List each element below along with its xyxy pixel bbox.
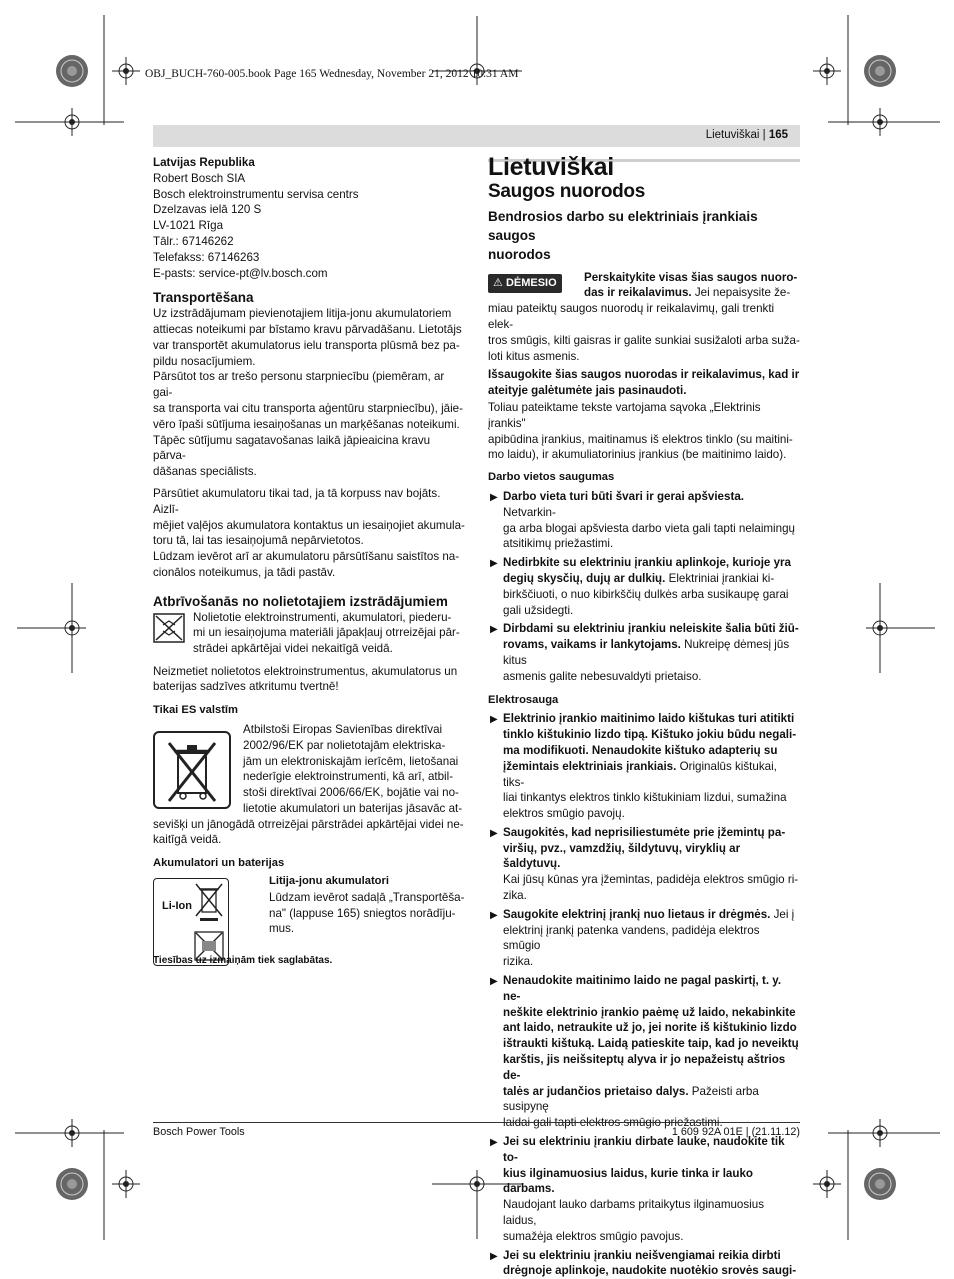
footer-rule [153, 1122, 800, 1123]
text-line: lietotie akumulatori un baterijas jāsavāc at- [243, 801, 463, 815]
disposal-icon-row [153, 610, 465, 658]
list-item [488, 711, 800, 822]
text-line: mus. [269, 922, 295, 936]
address-line: Telefakss: 67146263 [153, 250, 260, 264]
list-item [488, 973, 800, 1131]
text-fragment: Pažeisti arba susipynę [503, 1084, 759, 1114]
text-line: Perskaitykite visas šias saugos nuoro- [584, 270, 798, 284]
text-line: ma modifikuoti. Nenaudokite kištuko adapterių su [503, 743, 778, 757]
text-line: liai tinkantys elektros tinklo kištukiniam lizdui, sumažina [503, 791, 787, 805]
list-item [488, 555, 800, 618]
text-line: ateityje galėtumėte jais pasinaudoti. [488, 384, 687, 398]
bullet-triangle-icon: ▶ [490, 1137, 498, 1149]
bold-fragment: rovams, vaikams ir lankytojams. [503, 638, 681, 652]
electrical-safety-heading: Elektrosauga [488, 693, 559, 706]
text-line: Dirbdami su elektriniu įrankiu neleiskite šalia būti žiū- [503, 622, 799, 636]
general-heading [488, 207, 800, 264]
text-line: tinklo kištukinio lizdo tipą. Kištuko jokiu būdu negali- [503, 728, 797, 742]
text-line: Uz izstrādājumam pievienotajiem litija-jonu akumulatoriem [153, 307, 452, 321]
rights-note: Tiesības uz izmaiņām tiek saglabātas. [153, 955, 333, 966]
heading-line: Bendrosios darbo su elektriniais įrankiais saugos [488, 208, 758, 243]
list-item [488, 1248, 800, 1279]
book-info-line: OBJ_BUCH-760-005.book Page 165 Wednesday, November 21, 2012 10:31 AM [145, 68, 519, 80]
text-line: gali užsidegti. [503, 603, 574, 617]
text-line: na" (lappuse 165) sniegtos norādīju- [269, 906, 456, 920]
text-line: elektros smūgio pavojų. [503, 807, 625, 821]
text-fragment: Originalūs kištukai, tiks- [503, 759, 777, 789]
bullet-triangle-icon: ▶ [490, 1250, 498, 1262]
text-line [503, 759, 800, 791]
bullet-triangle-icon: ▶ [490, 827, 498, 839]
text-line: loti kitus asmenis. [488, 349, 580, 363]
warning-label: DĖMESIO [505, 276, 557, 289]
liion-label: Li-Ion [162, 900, 192, 913]
text-line: mi un iesaiņojuma materiāli jāpakļauj otrreizējai pār- [193, 626, 460, 640]
eu-heading: Tikai ES valstīm [153, 704, 238, 717]
liion-heading: Litija-jonu akumulatori [269, 875, 389, 888]
text-line: Toliau pateiktame tekste vartojama sąvoka „Elektrinis įrankis" [488, 400, 761, 430]
page-number: 165 [768, 129, 788, 141]
text-fragment: Jei į [770, 907, 795, 921]
list-item [488, 825, 800, 904]
text-line: Tāpēc sūtījumu sagatavošanas laikā jāpieaicina kravu pārva- [153, 433, 431, 463]
text-line [503, 637, 800, 669]
text-line: atsitikimų priežastimi. [503, 537, 614, 551]
text-line: zika. [503, 889, 527, 903]
text-line: Pārsūtiet akumulatoru tikai tad, ja tā korpuss nav bojāts. Aizlī- [153, 486, 441, 516]
text-line: miau pateiktų saugos nuorodų ir reikalavimų, gali trenkti elek- [488, 302, 775, 331]
text-fragment: Nukreipę dėmesį jūs kitus [503, 638, 790, 667]
list-item [488, 489, 800, 552]
text-line: Jei su elektriniu įrankiu dirbate lauke, naudokite tik to- [503, 1135, 785, 1164]
text-line: Nolietotie elektroinstrumenti, akumulatori, piederu- [193, 610, 452, 624]
term-paragraph [488, 400, 800, 463]
text-line: kius ilginamuosius laidus, kurie tinka ir lauko darbams. [503, 1166, 753, 1196]
text-line: nederīgie elektroinstrumenti, kā arī, atbil- [243, 770, 454, 784]
bold-fragment: Darbo vieta turi būti švari ir gerai apšviesta. [503, 489, 744, 503]
text-line: toru tā, lai tas iesaiņojumā nepārvietotos. [153, 534, 364, 548]
transport-heading: Transportēšana [153, 290, 254, 306]
text-line: sa transporta vai citu transporta aģentūru starpniecību), jāie- [153, 401, 463, 415]
text-line: kaitīgā veidā. [153, 833, 222, 847]
header-separator: | [762, 129, 766, 141]
text-line: Pārsūtot tos ar trešo personu starpniecību (piemēram, ar gai- [153, 370, 445, 400]
text-line: birkščiuoti, o nuo kibirkščių dulkės arba susikaupę garai [503, 587, 789, 601]
section-title: Saugos nuorodos [488, 180, 646, 202]
footer-doc-number: 1 609 92A 01E | (21.11.12) [671, 1126, 800, 1138]
text-line: jām un elektroniskajām ierīcēm, lietošanai [243, 754, 459, 768]
list-item [488, 907, 800, 970]
text-line: tros smūgis, kilti gaisras ir galite sunkiai susižaloti arba suža- [488, 333, 800, 347]
small-bin-icon [194, 882, 224, 922]
text-line: pildu nosacījumiem. [153, 354, 256, 368]
text-line: ištraukti kištuką. Laidą patieskite taip, kad jo neveiktų [503, 1037, 799, 1051]
text-line: dāšanas speciālists. [153, 465, 257, 479]
bullet-triangle-icon: ▶ [490, 909, 498, 921]
text-line: Kai jūsų kūnas yra įžemintas, padidėja elektros smūgio ri- [503, 873, 799, 887]
address-block [153, 171, 465, 282]
text-line: Lūdzam ievērot arī ar akumulatoru pārsūtīšanu saistītos na- [153, 550, 460, 564]
liion-symbol [153, 878, 229, 966]
address-line: Bosch elektroinstrumentu servisa centrs [153, 187, 359, 201]
disposal-paragraph [153, 664, 465, 696]
keep-instructions [488, 367, 800, 399]
text-line: attiecas noteikumi par bīstamo kravu pārvadāšanu. Lietotājs [153, 322, 462, 336]
transport-paragraph-1 [153, 306, 465, 480]
text-line: strādei apkārtējai videi nekaitīgā veidā. [193, 642, 393, 656]
address-line: LV-1021 Rīga [153, 219, 224, 233]
text-line: cionālos noteikumus, ja tādi pastāv. [153, 565, 336, 579]
text-line: Jei su elektriniu įrankiu neišvengiamai reikia dirbti [503, 1248, 781, 1262]
text-line: Saugokitės, kad neprisiliestumėte prie įžemintų pa- [503, 825, 786, 839]
text-line: sevišķi un jānogādā otrreizējai pārstrādei apkārtējai videi ne- [153, 817, 464, 831]
warning-block [488, 270, 800, 365]
text-line: Elektrinio įrankio maitinimo laido kištukas turi atitikti [503, 712, 795, 726]
text-line: Nedirbkite su elektriniu įrankiu aplinkoje, kurioje yra [503, 556, 792, 570]
text-line: viršių, pvz., vamzdžių, šildytuvų, viryklių ar šaldytuvų. [503, 841, 741, 871]
bullet-triangle-icon: ▶ [490, 624, 498, 636]
text-fragment: Netvarkin- [503, 505, 556, 519]
transport-paragraph-2 [153, 486, 465, 581]
text-line: asmenis galite nebesuvaldyti prietaiso. [503, 669, 702, 683]
text-line: apibūdina įrankius, maitinamus iš elektros tinklo (su maitini- [488, 432, 793, 446]
text-line: ant laido, netraukite už jo, jei norite iš kištukinio lizdo [503, 1021, 797, 1035]
text-line: Išsaugokite šias saugos nuorodas ir reikalavimus, kad ir [488, 368, 800, 382]
disposal-heading: Atbrīvošanās no nolietotajiem izstrādājumiem [153, 593, 448, 609]
warning-triangle-icon: ⚠ [493, 276, 503, 289]
page-title: Lietuviškai [488, 153, 614, 181]
list-item [488, 1134, 800, 1245]
bold-fragment: degių skysčių, dujų ar dulkių. [503, 571, 666, 585]
text-line: Lūdzam ievērot sadaļā „Transportēša- [269, 890, 465, 904]
text-line: sumažėja elektros smūgio pavojus. [503, 1229, 684, 1243]
text-line: var transportēt akumulatorus ielu transporta plūsmā bez pa- [153, 338, 460, 352]
bold-fragment: das ir reikalavimus. [584, 286, 692, 300]
footer-brand: Bosch Power Tools [153, 1126, 245, 1138]
text-line: neškite elektrinio įrankio paėmę už laido, nekabinkite [503, 1005, 796, 1019]
text-line: laidai gali tapti elektros smūgio priežastimi. [503, 1116, 723, 1130]
address-line: E-pasts: service-pt@lv.bosch.com [153, 266, 328, 280]
text-line: rizika. [503, 955, 534, 969]
text-fragment: Elektriniai įrankiai ki- [665, 571, 775, 585]
work-safety-heading: Darbo vietos saugumas [488, 471, 615, 484]
text-line: Nenaudokite maitinimo laido ne pagal paskirtį, t. y. ne- [503, 974, 782, 1003]
warning-badge [488, 274, 562, 294]
eu-block [153, 722, 465, 848]
text-line: karštis, jis neišsiteptų alyva ir jo nepažeistų aštrios de- [503, 1053, 786, 1082]
left-column [153, 155, 465, 970]
text-line: mējiet vaļējos akumulatora kontaktus un iesaiņojiet akumula- [153, 518, 465, 532]
text-line: Naudojant lauko darbams pritaikytus ilginamuosius laidus, [503, 1198, 764, 1228]
text-line [503, 907, 800, 923]
address-line: Dzelzavas ielā 120 S [153, 203, 262, 217]
country-heading: Latvijas Republika [153, 156, 255, 169]
bullet-triangle-icon: ▶ [490, 491, 498, 503]
address-line: Robert Bosch SIA [153, 171, 246, 185]
batteries-heading: Akumulatori un baterijas [153, 857, 285, 870]
bullet-triangle-icon: ▶ [490, 714, 498, 726]
crossed-bin-icon [153, 731, 231, 809]
address-line: Tālr.: 67146262 [153, 234, 234, 248]
text-line [503, 1084, 800, 1116]
text-line: Neizmetiet nolietotos elektroinstrumentus, akumulatorus un [153, 664, 458, 678]
bold-fragment: įžemintais elektriniais įrankiais. [503, 759, 677, 773]
header-language: Lietuviškai [705, 129, 760, 141]
bullet-triangle-icon: ▶ [490, 558, 498, 570]
heading-line: nuorodos [488, 246, 551, 262]
right-column [488, 153, 800, 1279]
text-line [584, 285, 800, 301]
bullet-triangle-icon: ▶ [490, 976, 498, 988]
text-line [503, 489, 800, 521]
text-line: stoši direktīvai 2006/66/EK, bojātie vai no- [243, 786, 459, 800]
text-line: elektrinį įrankį patenka vandens, padidėja elektros smūgio [503, 923, 760, 953]
bold-fragment: talės ar judančios prietaiso dalys. [503, 1084, 689, 1098]
list-item [488, 621, 800, 684]
text-fragment: Jei nepaisysite že- [691, 286, 791, 300]
page-header [153, 125, 800, 147]
recycle-icon [153, 613, 185, 643]
text-line: mo laidu), ir akumuliatorinius įrankius (be maitinimo laido). [488, 448, 787, 462]
text-line: Atbilstoši Eiropas Savienības direktīvai [243, 722, 443, 736]
text-line: baterijas sadzīves atkritumu tvertnē! [153, 680, 339, 694]
text-line: 2002/96/EK par nolietotajām elektriska- [243, 738, 446, 752]
text-line [503, 571, 800, 587]
text-line: drėgnoje aplinkoje, naudokite nuotėkio srovės saugi- [503, 1264, 797, 1278]
bold-fragment: Saugokite elektrinį įrankį nuo lietaus ir drėgmės. [503, 907, 771, 921]
text-line: ga arba blogai apšviesta darbo vieta gali tapti nelaimingų [503, 521, 795, 535]
text-line: vēro īpaši sūtījuma iesaiņošanas un marķēšanas noteikumi. [153, 417, 460, 431]
